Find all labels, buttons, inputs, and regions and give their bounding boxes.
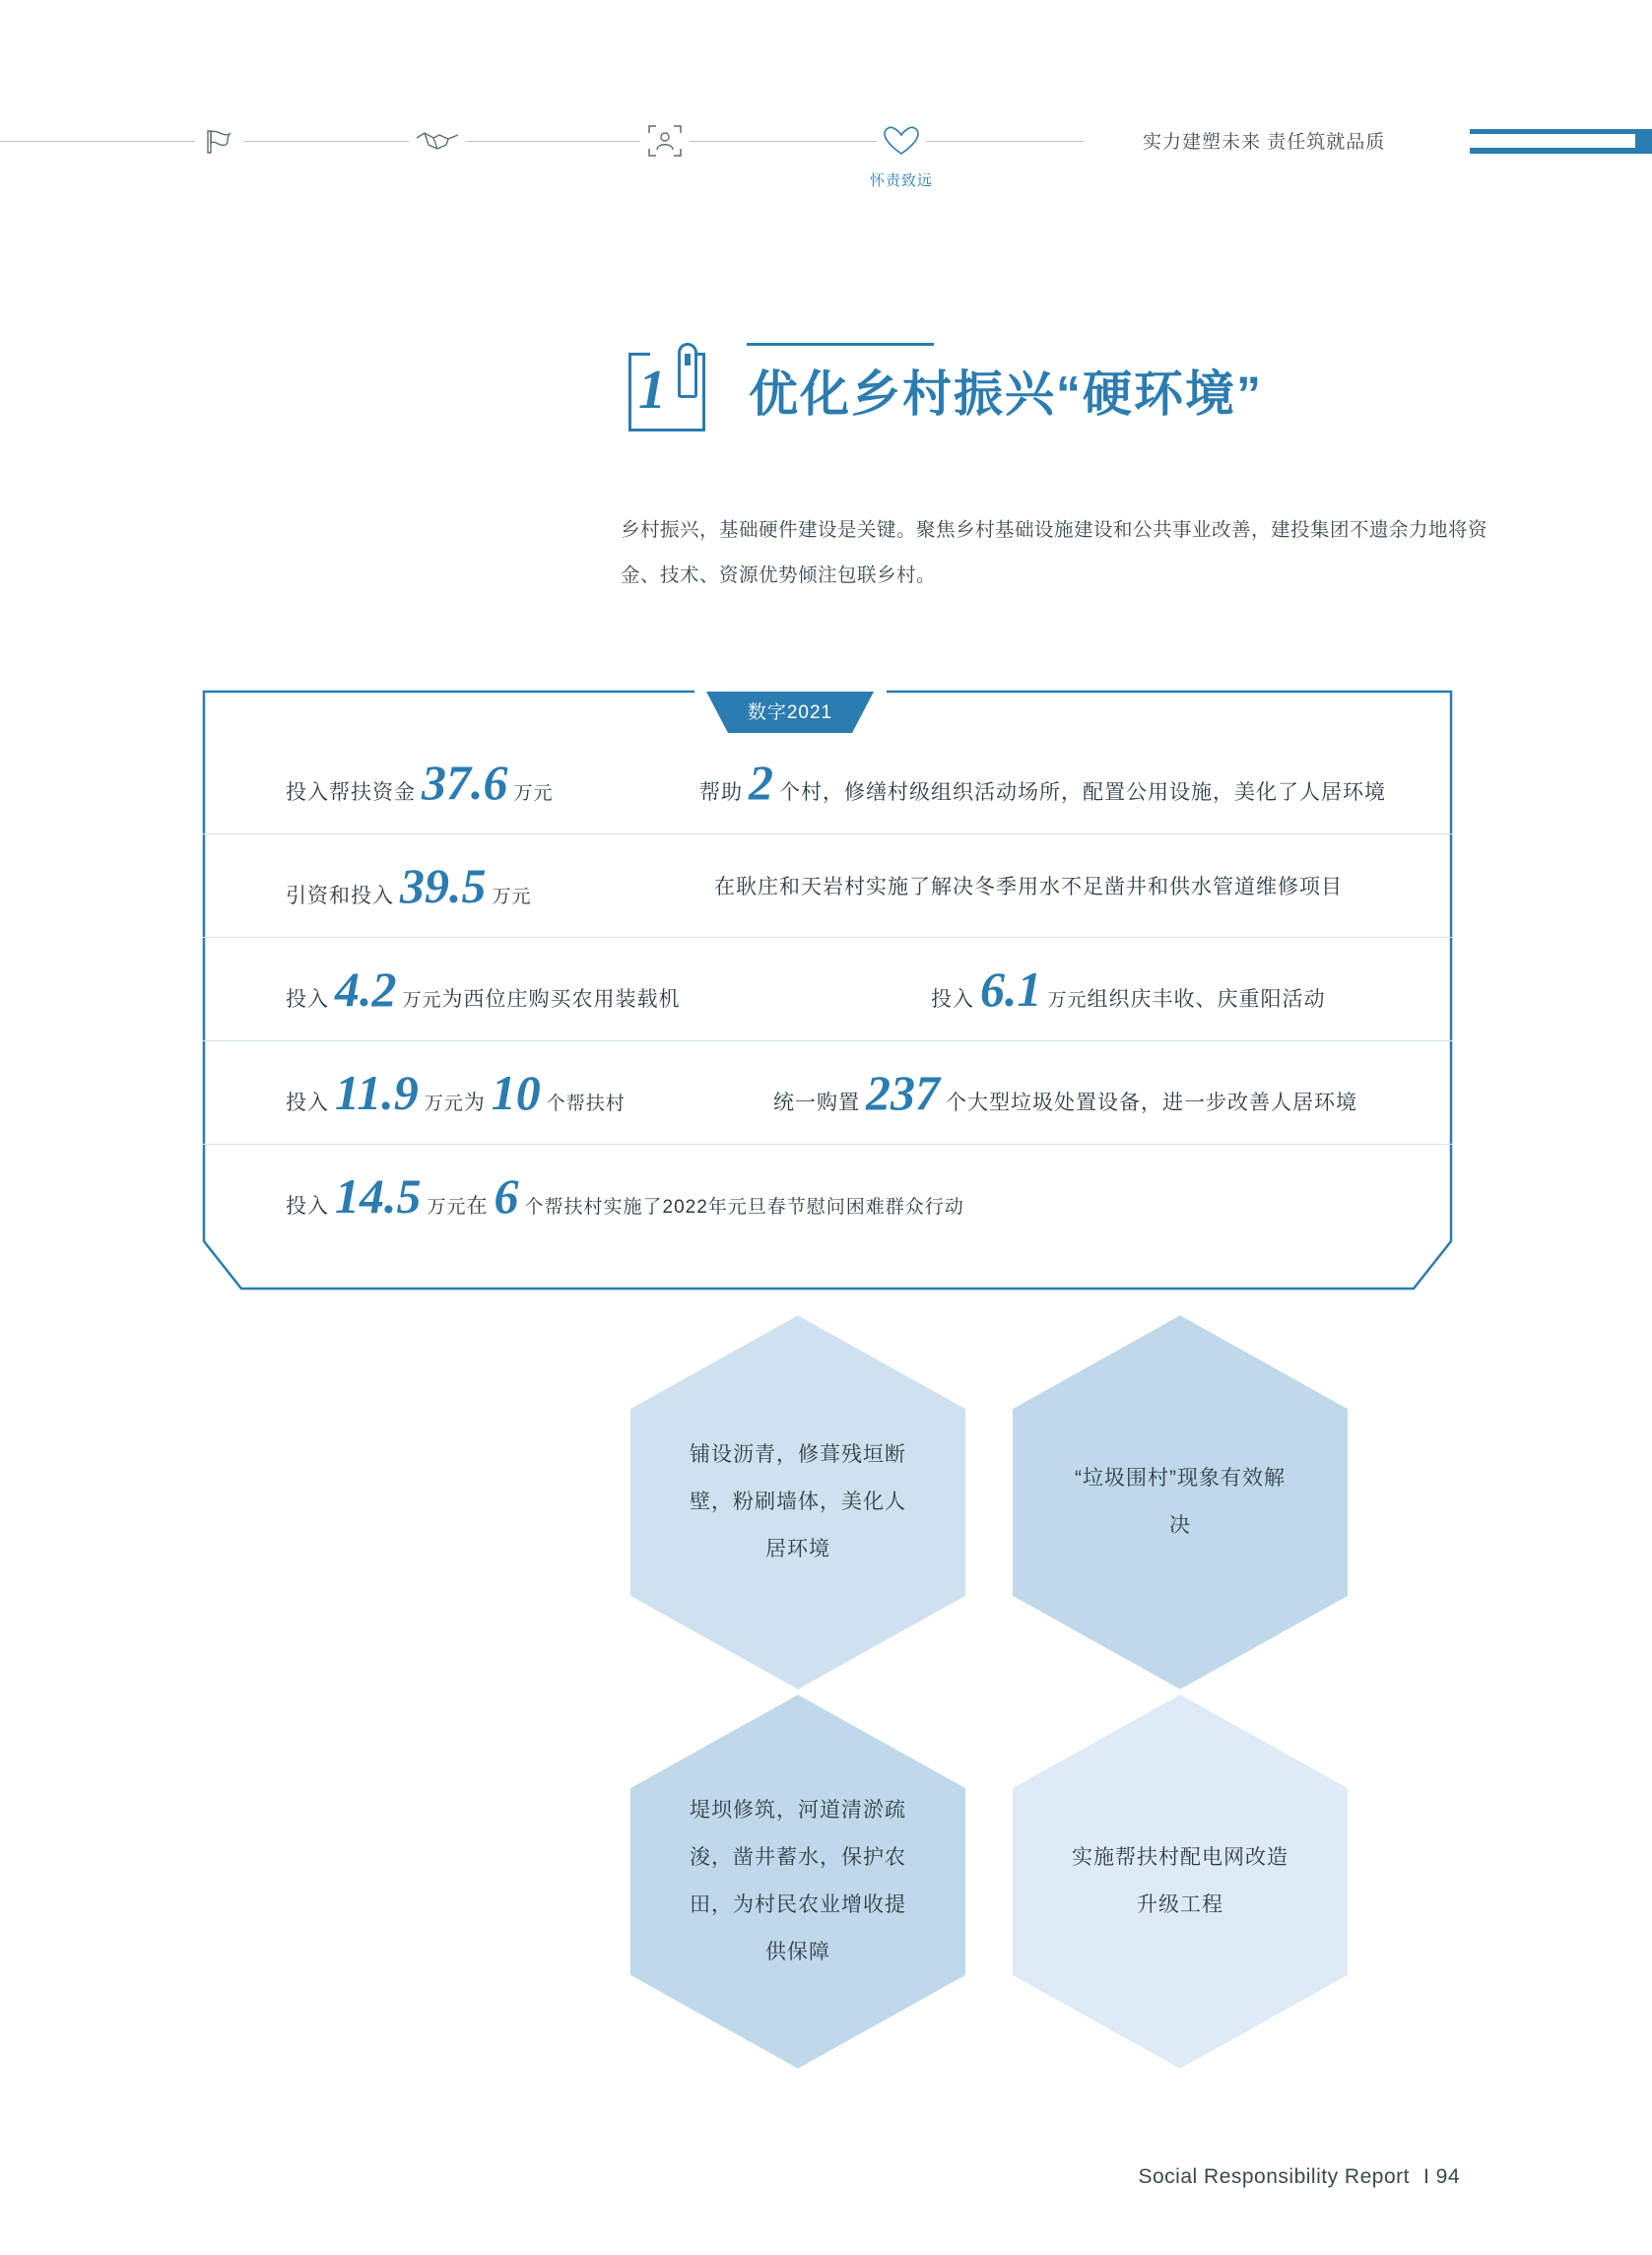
stats-panel (202, 690, 1453, 1291)
title-rule (747, 343, 934, 346)
bookmark-icon (678, 343, 697, 398)
section-number-badge (621, 343, 731, 439)
stat-value: 237 (866, 1065, 940, 1120)
stat-label-before: 帮助 (699, 781, 743, 804)
stat-unit: 万元 (427, 1197, 467, 1218)
stat-unit: 万元 (492, 887, 532, 907)
stat-label-before: 投入 (286, 1195, 329, 1218)
hexagon-label: 实施帮扶村配电网改造升级工程 (1072, 1846, 1289, 1916)
panel-tab-label: 数字2021 (747, 701, 833, 723)
header-slogan: 实力建塑未来 责任筑就品质 (1143, 132, 1386, 153)
party-emblem-icon (195, 116, 244, 166)
stat-unit-secondary: 个帮扶村 (546, 1094, 626, 1114)
stat-value: 2 (749, 755, 773, 810)
stat-segment (286, 961, 681, 1018)
stat-segment (714, 871, 1343, 900)
panel-tab (706, 690, 874, 731)
stat-segment (286, 1064, 626, 1121)
hexagon-label: 堤坝修筑，河道清淤疏浚，凿井蓄水，保护农田，为村民农业增收提供保障 (690, 1799, 906, 1963)
stat-value: 6.1 (980, 962, 1042, 1017)
stat-segment (286, 754, 554, 811)
hexagon-label: “垃圾围村”现象有效解决 (1075, 1467, 1286, 1537)
stat-label-after: 在耿庄和天岩村实施了解决冬季用水不足凿井和供水管道维修项目 (714, 876, 1343, 898)
table-row (202, 1041, 1453, 1145)
stat-unit: 万元 (424, 1094, 464, 1114)
stat-segment (699, 754, 1386, 811)
stat-label-after: 在 (466, 1195, 489, 1218)
table-row (202, 1145, 1453, 1247)
heart-icon (877, 116, 926, 166)
hexagon-cell (1008, 1690, 1353, 2074)
footer-report-title: Social Responsibility Report (1138, 2165, 1410, 2188)
stat-segment (286, 1167, 964, 1225)
hexagon-diagram (591, 1310, 1399, 2098)
stat-label-after: 为西位庄购买农用装载机 (441, 988, 681, 1011)
table-row (202, 731, 1453, 834)
stat-value: 39.5 (400, 858, 487, 913)
stat-unit-secondary: 个帮扶村实施了2022年元旦春节慰问困难群众行动 (524, 1197, 964, 1218)
badge-box-top-left (628, 353, 650, 356)
stat-unit: 万元 (513, 783, 554, 804)
stat-segment (773, 1064, 1357, 1121)
stat-value: 4.2 (335, 962, 397, 1017)
handshake-icon (409, 116, 466, 166)
stat-label-after: 个大型垃圾处置设备，进一步改善人居环境 (946, 1092, 1357, 1114)
stat-label-after: 个村，修缮村级组织活动场所，配置公用设施，美化了人居环境 (779, 781, 1386, 804)
stat-value-secondary: 6 (494, 1168, 519, 1224)
stat-label-after: 组织庆丰收、庆重阳活动 (1087, 988, 1326, 1011)
page-title: 优化乡村振兴“硬环境” (749, 366, 1263, 422)
stat-segment (286, 857, 532, 914)
stat-value-secondary: 10 (491, 1065, 541, 1120)
stat-label-before: 引资和投入 (286, 885, 394, 907)
stat-rows (202, 731, 1453, 1247)
focus-frame-icon (640, 116, 690, 166)
stat-label-before: 投入 (931, 988, 974, 1011)
stat-label-after: 为 (463, 1092, 486, 1114)
section-number: 1 (638, 360, 666, 421)
hexagon-label: 铺设沥青，修葺残垣断壁，粉刷墙体，美化人居环境 (690, 1443, 906, 1560)
intro-paragraph: 乡村振兴，基础硬件建设是关键。聚焦乡村基础设施建设和公共事业改善，建投集团不遗余力地将资金、技术、资源优势倾注包联乡村。 (621, 519, 1488, 586)
hexagon-cell (626, 1310, 970, 1694)
page-footer (0, 2165, 1652, 2189)
hexagon-cell (626, 1690, 970, 2074)
footer-page-number: Ι 94 (1422, 2165, 1460, 2188)
table-row (202, 834, 1453, 938)
stat-label-before: 投入 (286, 988, 329, 1011)
page-header (0, 0, 1652, 207)
stat-value: 14.5 (335, 1168, 422, 1224)
stat-segment (931, 961, 1326, 1018)
stat-value: 11.9 (335, 1065, 419, 1120)
stat-label-before: 统一购置 (773, 1092, 860, 1114)
stat-label-before: 投入帮扶资金 (286, 781, 416, 804)
stat-label-before: 投入 (286, 1092, 329, 1114)
hexagon-cell (1008, 1310, 1353, 1694)
table-row (202, 938, 1453, 1041)
stat-value: 37.6 (422, 755, 508, 810)
stat-unit: 万元 (402, 990, 442, 1011)
header-caption: 怀责致远 (869, 172, 933, 189)
section-title-block (621, 325, 1606, 453)
stat-unit: 万元 (1047, 990, 1088, 1011)
